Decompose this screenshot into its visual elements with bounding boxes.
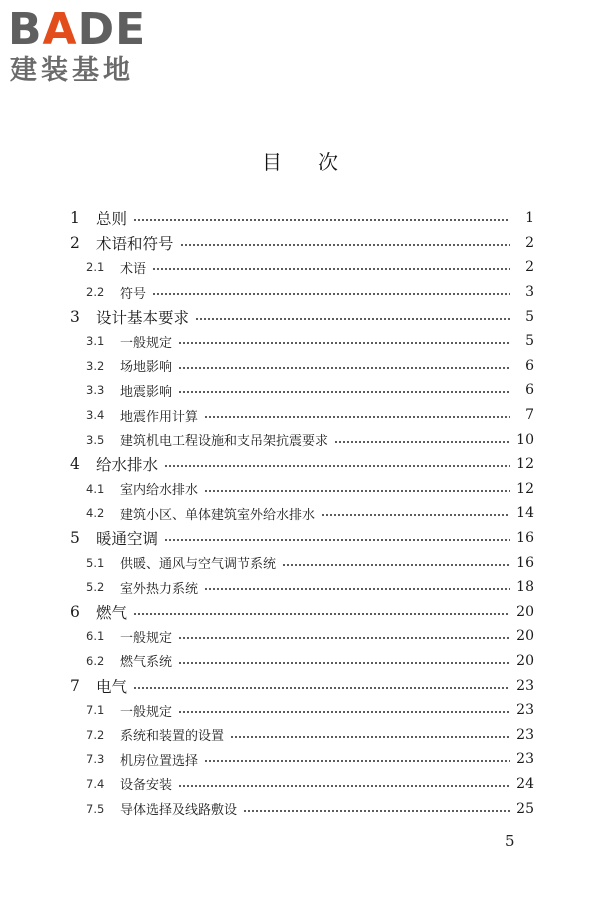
toc-entry-title: 供暖、通风与空气调节系统	[120, 557, 277, 573]
toc-entry[interactable]	[70, 722, 534, 747]
toc-entry-page: 20	[516, 652, 534, 669]
toc-entry-number: 6.1	[86, 629, 105, 644]
toc-entry-title: 术语和符号	[96, 234, 174, 253]
toc-entry-number: 7.1	[86, 703, 105, 718]
brand-logo	[8, 6, 178, 86]
toc-entry-title: 一般规定	[120, 704, 173, 720]
toc-entry-number: 7.4	[86, 776, 105, 791]
toc-leader-dots	[178, 711, 510, 713]
toc-entry[interactable]	[70, 747, 534, 772]
toc-entry-title: 燃气	[96, 603, 128, 622]
toc-entry-title: 总则	[96, 210, 128, 229]
toc-entry-number: 7.3	[86, 752, 105, 767]
toc-entry-title: 地震作用计算	[120, 409, 199, 425]
toc-entry[interactable]	[70, 501, 534, 526]
toc-leader-dots	[178, 367, 510, 369]
toc-entry-title: 电气	[96, 677, 128, 696]
toc-entry-page: 2	[525, 259, 534, 276]
toc-leader-dots	[204, 490, 510, 492]
toc-entry[interactable]	[70, 427, 534, 452]
toc-entry-page: 20	[516, 628, 534, 645]
toc-entry-number: 6.2	[86, 653, 105, 668]
toc-entry-title: 设备安装	[120, 778, 173, 794]
toc-leader-dots	[230, 736, 510, 738]
toc-entry-title: 暖通空调	[96, 530, 159, 549]
toc-leader-dots	[178, 391, 510, 393]
toc-entry[interactable]	[70, 206, 534, 231]
toc-entry-page: 25	[516, 800, 534, 817]
toc-entry-number: 7.2	[86, 727, 105, 742]
toc-entry[interactable]	[70, 698, 534, 723]
toc-entry-title: 给水排水	[96, 456, 159, 475]
table-of-contents	[70, 206, 534, 821]
toc-entry-page: 18	[516, 579, 534, 596]
toc-entry-title: 设计基本要求	[96, 308, 190, 327]
toc-entry-title: 术语	[120, 261, 147, 277]
toc-leader-dots	[334, 441, 510, 443]
toc-entry-page: 20	[516, 603, 534, 620]
toc-entry-page: 14	[516, 505, 534, 522]
toc-entry-page: 6	[525, 357, 534, 374]
toc-entry[interactable]	[70, 772, 534, 797]
toc-entry[interactable]	[70, 649, 534, 674]
toc-leader-dots	[164, 539, 510, 541]
toc-entry[interactable]	[70, 403, 534, 428]
toc-entry-page: 23	[516, 726, 534, 743]
toc-entry-number: 1	[70, 209, 80, 228]
toc-entry[interactable]	[70, 255, 534, 280]
toc-entry-page: 3	[525, 284, 534, 301]
toc-leader-dots	[321, 514, 510, 516]
toc-entry-title: 室外热力系统	[120, 581, 199, 597]
toc-leader-dots	[195, 318, 510, 320]
toc-entry-page: 12	[516, 480, 534, 497]
toc-entry[interactable]	[70, 600, 534, 625]
toc-entry[interactable]	[70, 304, 534, 329]
toc-entry-page: 12	[516, 456, 534, 473]
toc-entry-number: 5.2	[86, 580, 105, 595]
toc-entry-number: 3.5	[86, 432, 105, 447]
toc-entry-number: 3.1	[86, 334, 105, 349]
toc-entry-number: 2.1	[86, 260, 105, 275]
toc-entry[interactable]	[70, 378, 534, 403]
toc-entry[interactable]	[70, 673, 534, 698]
toc-entry-number: 4.2	[86, 506, 105, 521]
toc-entry-page: 7	[525, 407, 534, 424]
toc-entry[interactable]	[70, 231, 534, 256]
toc-entry-number: 7.5	[86, 801, 105, 816]
page-number: 5	[505, 832, 515, 850]
toc-entry-title: 室内给水排水	[120, 483, 199, 499]
logo-wordmark: BADE	[8, 4, 147, 55]
toc-leader-dots	[152, 293, 510, 295]
page-title: 目次	[262, 150, 374, 174]
logo-chinese-name: 建装基地	[10, 55, 134, 86]
toc-entry[interactable]	[70, 280, 534, 305]
toc-entry-title: 一般规定	[120, 335, 173, 351]
toc-entry-number: 3.2	[86, 358, 105, 373]
toc-leader-dots	[243, 810, 510, 812]
toc-entry[interactable]	[70, 452, 534, 477]
toc-entry-number: 5.1	[86, 555, 105, 570]
toc-leader-dots	[204, 416, 510, 418]
toc-leader-dots	[133, 219, 510, 221]
toc-entry-title: 机房位置选择	[120, 753, 199, 769]
toc-entry-page: 23	[516, 677, 534, 694]
toc-entry[interactable]	[70, 624, 534, 649]
toc-leader-dots	[152, 268, 510, 270]
toc-entry-title: 导体选择及线路敷设	[120, 803, 238, 819]
toc-entry-title: 燃气系统	[120, 655, 173, 671]
toc-entry-number: 3.4	[86, 408, 105, 423]
toc-entry-number: 7	[70, 676, 80, 695]
toc-entry[interactable]	[70, 796, 534, 821]
toc-entry-page: 6	[525, 382, 534, 399]
toc-entry-title: 场地影响	[120, 360, 173, 376]
toc-entry-page: 23	[516, 751, 534, 768]
toc-entry-page: 23	[516, 702, 534, 719]
toc-entry-page: 5	[525, 308, 534, 325]
toc-leader-dots	[178, 785, 510, 787]
toc-leader-dots	[164, 465, 510, 467]
toc-entry-number: 5	[70, 529, 80, 548]
toc-leader-dots	[178, 637, 510, 639]
toc-entry[interactable]	[70, 526, 534, 551]
toc-entry-title: 一般规定	[120, 630, 173, 646]
toc-entry-number: 6	[70, 602, 80, 621]
toc-leader-dots	[282, 564, 510, 566]
toc-entry-title: 符号	[120, 286, 147, 302]
toc-entry-number: 2	[70, 233, 80, 252]
toc-entry-number: 3	[70, 307, 80, 326]
toc-entry-page: 5	[525, 333, 534, 350]
toc-entry-number: 3.3	[86, 383, 105, 398]
toc-entry-page: 16	[516, 554, 534, 571]
toc-entry-number: 4	[70, 455, 80, 474]
toc-leader-dots	[180, 244, 510, 246]
toc-entry[interactable]	[70, 550, 534, 575]
toc-entry-page: 10	[516, 431, 534, 448]
toc-leader-dots	[204, 760, 510, 762]
toc-entry-page: 2	[525, 234, 534, 251]
toc-entry[interactable]	[70, 329, 534, 354]
toc-leader-dots	[178, 342, 510, 344]
toc-entry-page: 1	[525, 210, 534, 227]
toc-entry[interactable]	[70, 477, 534, 502]
toc-entry[interactable]	[70, 354, 534, 379]
toc-leader-dots	[178, 662, 510, 664]
toc-entry[interactable]	[70, 575, 534, 600]
toc-entry-title: 建筑机电工程设施和支吊架抗震要求	[120, 434, 329, 450]
toc-leader-dots	[133, 613, 510, 615]
toc-entry-number: 4.1	[86, 481, 105, 496]
toc-entry-title: 建筑小区、单体建筑室外给水排水	[120, 507, 316, 523]
toc-entry-title: 地震影响	[120, 384, 173, 400]
toc-leader-dots	[133, 687, 510, 689]
toc-entry-page: 24	[516, 775, 534, 792]
toc-entry-page: 16	[516, 530, 534, 547]
toc-leader-dots	[204, 588, 510, 590]
toc-entry-title: 系统和装置的设置	[120, 729, 225, 745]
toc-entry-number: 2.2	[86, 285, 105, 300]
